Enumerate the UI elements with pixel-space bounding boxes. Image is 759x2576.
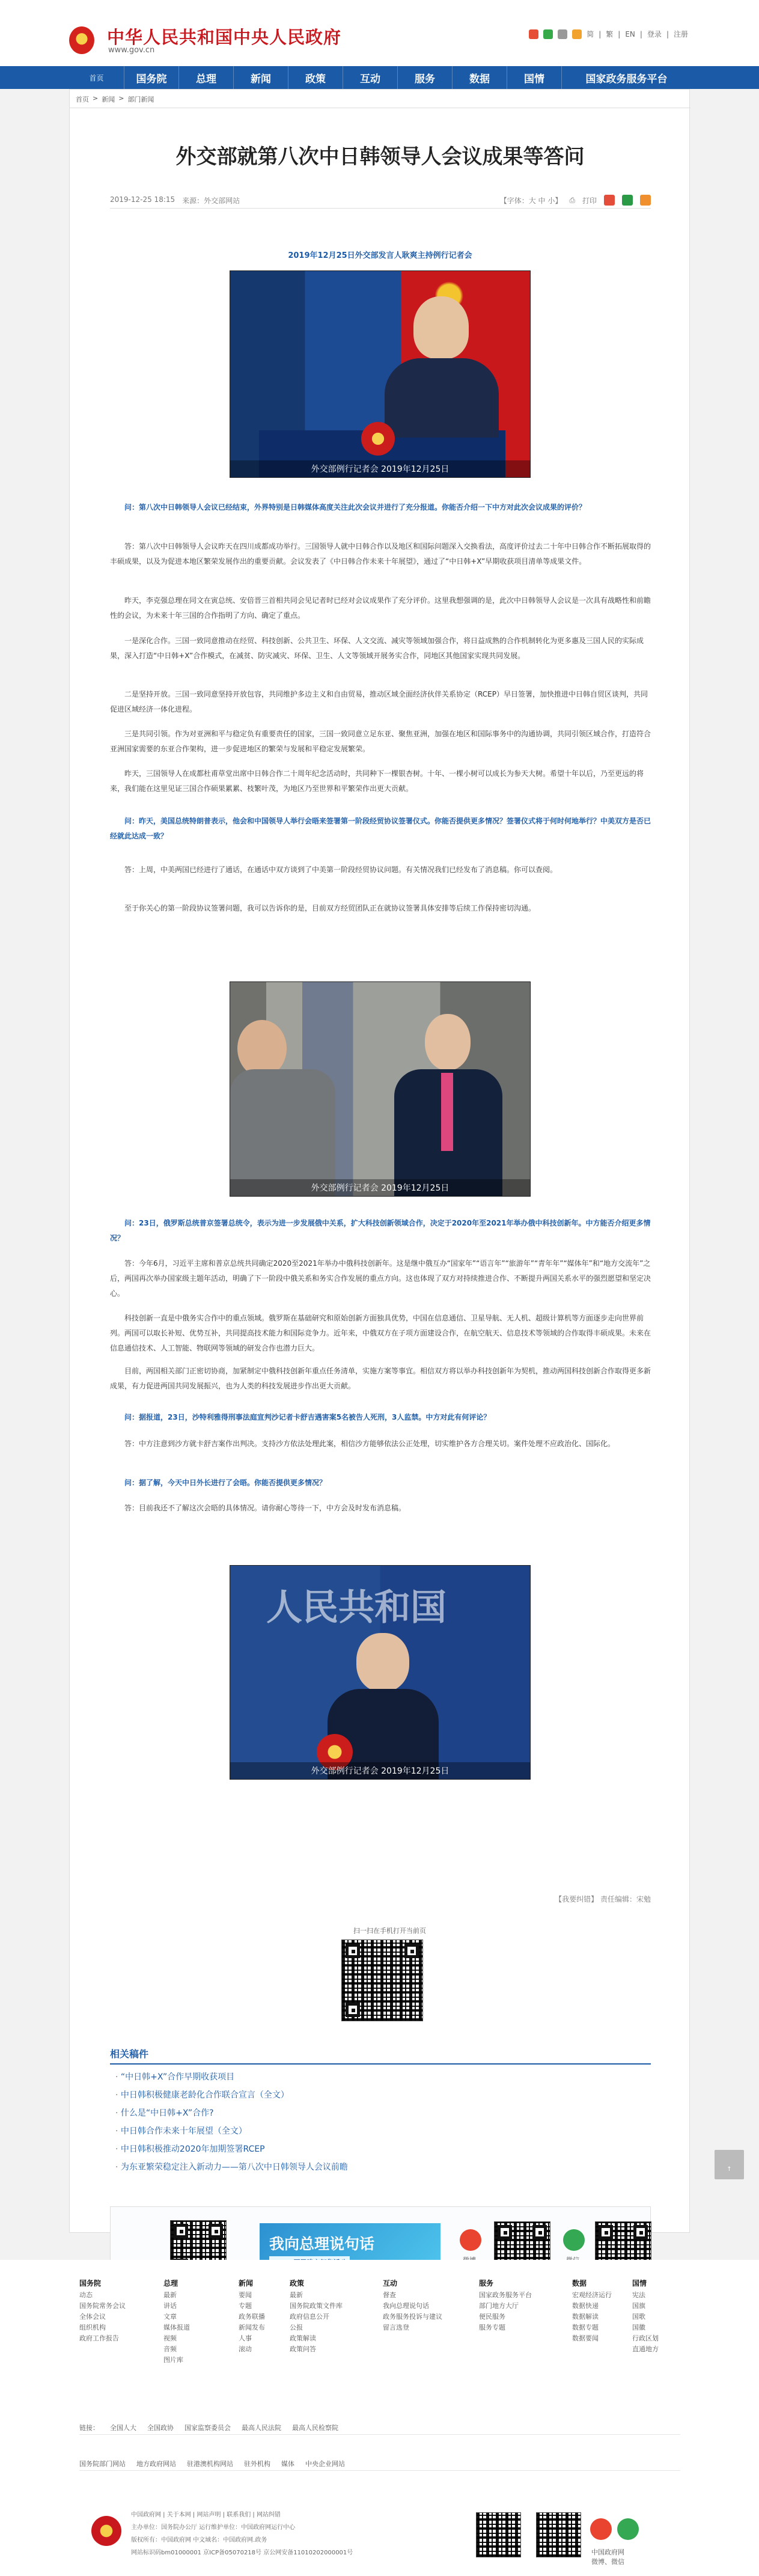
qr-corner-top-left: [346, 1944, 360, 1958]
dept-link[interactable]: 国务院部门网站: [79, 2459, 126, 2468]
answer-1b: 昨天，李克强总理在同文在寅总统、安倍晋三首相共同会见记者时已经对会议成果作了充分评价。这里我想强调的是，此次中日韩领导人会议是一次具有战略性和前瞻性的会议，为未来十年三国的合作指明了方向、确定了重点。: [110, 596, 651, 620]
footer-column: [383, 2277, 455, 2333]
spokesperson-head-2: [425, 1014, 471, 1070]
answer-1a: 答：第八次中日韩领导人会议昨天在四川成都成功举行。三国领导人就中日韩合作以及地区和国际问题深入交换看法，高度评价过去二十年中日韩合作不断拓展取得的丰硕成果，以及为促进本地区繁荣发展作出的重要贡献。会议发表了《中日韩合作未来十年展望》，通过了“中日韩+X”早期收获项目清单等成果文件。: [110, 542, 651, 566]
footer-info: [131, 2509, 353, 2559]
podium-emblem-icon: [361, 422, 395, 456]
footer-link[interactable]: 要闻: [239, 2291, 252, 2299]
related-item[interactable]: · 什么是“中日韩+X”合作?: [115, 2104, 476, 2122]
footer-weibo-icon[interactable]: [590, 2518, 612, 2540]
qr-label: 扫一扫在手机打开当前页: [353, 1927, 426, 1935]
nav-item-interaction[interactable]: 互动: [343, 66, 397, 89]
wechat-icon[interactable]: [543, 29, 553, 39]
footer-qr-code-left[interactable]: [476, 2512, 521, 2557]
bottom-link[interactable]: 关于本网: [166, 2512, 191, 2518]
photo-press-conference-2: [230, 981, 531, 1197]
dept-link[interactable]: 媒体: [281, 2459, 294, 2468]
footer-column: [479, 2277, 551, 2333]
photo-press-conference-3: [230, 1565, 531, 1780]
weibo-icon[interactable]: [460, 2229, 481, 2251]
link-npc[interactable]: 全国人大: [110, 2423, 136, 2432]
footer-link[interactable]: 政策解读: [290, 2334, 316, 2342]
footer-column-title[interactable]: 服务: [479, 2279, 494, 2288]
footer-link[interactable]: 政务服务投诉与建议: [383, 2313, 442, 2321]
footer-link[interactable]: 政务联播: [239, 2313, 265, 2321]
footer-column-title[interactable]: 互动: [383, 2279, 398, 2288]
footer-link[interactable]: 最新: [290, 2291, 303, 2299]
bottom-link[interactable]: 联系我们: [227, 2512, 251, 2518]
breadcrumb: 首页 > 新闻 > 部门新闻: [76, 94, 154, 103]
article-title: 外交部就第八次中日韩领导人会议成果等答问: [175, 145, 585, 169]
share-wechat-icon[interactable]: [622, 195, 633, 206]
footer-link[interactable]: 专题: [239, 2302, 252, 2310]
footer-link[interactable]: 服务专题: [479, 2324, 505, 2331]
print-button[interactable]: 打印: [582, 196, 597, 205]
related-item[interactable]: · 为东亚繁荣稳定注入新动力——第八次中日韩领导人会议前瞻: [115, 2158, 476, 2176]
qr-corner-top-right: [532, 2225, 547, 2239]
nav-item-national-conditions[interactable]: 国情: [507, 66, 561, 89]
footer-link[interactable]: 新闻发布: [239, 2324, 265, 2331]
answer-3b: 科技创新一直是中俄务实合作中的重点领域。俄罗斯在基础研究和原始创新方面独具优势，中国在信息通信、卫星导航、无人机、超级计算机等方面逐步走向世界前列。两国可以取长补短、优势互补，共同提高技术能力和国际竞争力。近年来，中俄双方在子项方面建设合作，在航空航天、信息技术等领域的合作取得丰硕成果。未来在信息通信技术、人工智能、物联网等领域的研发合作也潜力巨大。: [110, 1314, 651, 1352]
footer-column: [632, 2277, 704, 2355]
qr-corner-top-right: [209, 2224, 223, 2238]
related-item[interactable]: · 中日韩积极健康老龄化合作联合宣言（全文）: [115, 2086, 476, 2104]
tool-traditional[interactable]: 繁: [606, 30, 614, 38]
service-icon[interactable]: [572, 29, 582, 39]
share-weibo-icon[interactable]: [604, 195, 615, 206]
footer-link[interactable]: 组织机构: [79, 2324, 106, 2331]
nav-item-platform[interactable]: 国家政务服务平台: [561, 66, 691, 89]
answer-2b: 至于你关心的第一阶段协议签署问题，我可以告诉你的是，目前双方经贸团队正在就协议签署具体安排等后续工作保持密切沟通。: [124, 904, 536, 912]
header-tools: 简 | 繁 | EN | 登录 | 注册: [529, 29, 688, 39]
footer-wechat-icon[interactable]: [617, 2518, 639, 2540]
site-url: www.gov.cn: [108, 46, 155, 55]
mobile-icon[interactable]: [558, 29, 567, 39]
footer-column-title[interactable]: 政策: [290, 2279, 305, 2288]
footer-link[interactable]: 国务院政策文件库: [290, 2302, 343, 2310]
link-supreme-court[interactable]: 最高人民法院: [242, 2423, 281, 2432]
footer-link[interactable]: 便民服务: [479, 2313, 505, 2321]
footer-column-title[interactable]: 总理: [163, 2279, 178, 2288]
footer-column: [290, 2277, 362, 2355]
qr-corner-bottom-left: [346, 2003, 360, 2017]
weibo-icon[interactable]: [529, 29, 538, 39]
question-4: 问：据报道，23日，沙特利雅得刑事法庭宣判沙记者卡舒吉遇害案5名被告人死刑，3人监禁。中方对此有何评论？: [124, 1413, 491, 1421]
nav-item-policy[interactable]: 政策: [288, 66, 343, 89]
footer-link[interactable]: 数据要闻: [572, 2334, 599, 2342]
tool-english[interactable]: EN: [625, 29, 635, 38]
footer-link[interactable]: 宪法: [632, 2291, 645, 2299]
bottom-link[interactable]: 中国政府网: [131, 2512, 161, 2518]
nav-home[interactable]: 首页: [89, 73, 104, 82]
link-cppcc[interactable]: 全国政协: [147, 2423, 174, 2432]
footer-link[interactable]: 政策问答: [290, 2345, 316, 2353]
footer-link[interactable]: 国务院常务会议: [79, 2302, 126, 2310]
related-item[interactable]: · “中日韩+X”合作早期收获项目: [115, 2068, 476, 2086]
answer-1d: 二是坚持开放。三国一致同意坚持开放包容，共同维护多边主义和自由贸易，推动区域全面经济伙伴关系协定（RCEP）早日签署，加快推进中日韩自贸区谈判，共同促进区域经济一体化进程。: [110, 690, 648, 713]
answer-5: 答：目前我还不了解这次会晤的具体情况。请你耐心等待一下，中方会及时发布消息稿。: [124, 1504, 406, 1512]
site-header: [0, 0, 759, 66]
article-subhead: 2019年12月25日外交部发言人耿爽主持例行记者会: [288, 251, 472, 260]
footer-columns: [79, 2277, 680, 2415]
footer-link[interactable]: 全体会议: [79, 2313, 106, 2321]
copyright: 版权所有：中国政府网 中文域名：中国政府网.政务: [131, 2537, 267, 2544]
meta-tools: [500, 195, 651, 206]
answer-3a: 答：今年6月，习近平主席和普京总统共同确定2020至2021年举办中俄科技创新年。这是继中俄互办“国家年”“语言年”“旅游年”“青年年”“媒体年”和“地方交流年”之后，两国再次举办国家级主题年活动，明确了下一阶段中俄关系和务实合作发展的重点方向。这也体现了双方对持续推进合作、不断提升两国关系水平的强烈愿望和坚定决心。: [110, 1259, 651, 1298]
breadcrumb-news[interactable]: 新闻: [102, 96, 115, 103]
national-emblem-icon: [69, 26, 94, 54]
breadcrumb-department-news[interactable]: 部门新闻: [127, 96, 154, 103]
spokesperson-suit: [385, 358, 499, 438]
question-5: 问：据了解，今天中日外长进行了会晤。你能否提供更多情况？: [124, 1479, 327, 1487]
footer-link[interactable]: 国歌: [632, 2313, 645, 2321]
back-to-top-button[interactable]: ↑: [715, 2150, 744, 2179]
department-links: [79, 2456, 680, 2471]
footer-link[interactable]: 国徽: [632, 2324, 645, 2331]
footer-emblem-icon: [91, 2516, 121, 2546]
tool-simplified[interactable]: 简: [587, 30, 594, 38]
journalist-head: [237, 1020, 287, 1077]
footer-link[interactable]: 滚动: [239, 2345, 252, 2353]
footer-link[interactable]: 政府工作报告: [79, 2334, 119, 2342]
footer-link[interactable]: 视频: [163, 2334, 177, 2342]
qr-corner-top-left: [174, 2224, 188, 2238]
wechat-icon[interactable]: [563, 2229, 585, 2251]
footer-link[interactable]: 音频: [163, 2345, 177, 2353]
related-item[interactable]: · 中日韩合作未来十年展望（全文）: [115, 2122, 476, 2140]
footer-column-title[interactable]: 数据: [572, 2279, 587, 2288]
host-info: 主办单位：国务院办公厅 运行维护单位：中国政府网运行中心: [131, 2524, 296, 2531]
footer-link[interactable]: 直通地方: [632, 2345, 659, 2353]
link-procuratorate[interactable]: 最高人民检察院: [292, 2423, 338, 2432]
related-divider: [110, 2063, 651, 2065]
link-bar-label: 链接：: [79, 2423, 99, 2432]
article-page: [69, 89, 690, 2253]
footer-link[interactable]: 我向总理说句话: [383, 2302, 429, 2310]
photo-caption-3: 外交部例行记者会 2019年12月25日: [230, 1762, 530, 1779]
article-footer: 【我要纠错】 责任编辑：宋勉: [555, 1895, 651, 1903]
footer-link[interactable]: 政府信息公开: [290, 2313, 329, 2321]
journalist-shirt: [230, 1069, 335, 1197]
meta-left: [110, 195, 240, 206]
footer-link[interactable]: 督查: [383, 2291, 396, 2299]
nav-item-premier[interactable]: 总理: [178, 66, 233, 89]
answer-1c: 一是深化合作。三国一致同意推动在经贸、科技创新、公共卫生、环保、人文交流、减灾等领域加强合作，将日益成熟的合作机制转化为更多惠及三国人民的实际成果，深入打造“中日韩+X”合作模式，在减贫、防灾减灾、环保、卫生、人文等领域开展务实合作，同地区其他国家实现共同发展。: [110, 636, 644, 660]
question-1: 问：第八次中日韩领导人会议已经结束，外界特别是日韩媒体高度关注此次会议并进行了充分报道。你能否介绍一下中方对此次会议成果的评价？: [124, 503, 587, 511]
nav-item-service[interactable]: 服务: [397, 66, 452, 89]
footer-link[interactable]: 媒体报道: [163, 2324, 190, 2331]
qr-corner-top-left: [498, 2225, 512, 2239]
tool-register[interactable]: 注册: [673, 30, 688, 38]
share-more-icon[interactable]: [640, 195, 651, 206]
qr-corner-top-right: [404, 1944, 419, 1958]
font-size-control[interactable]: 【字体：大 中 小】: [499, 196, 562, 205]
photo-press-conference-1: [230, 270, 531, 478]
footer-link[interactable]: 行政区划: [632, 2334, 659, 2342]
breadcrumb-home[interactable]: 首页: [76, 96, 89, 103]
answer-1f: 昨天，三国领导人在成都杜甫草堂出席中日韩合作二十周年纪念活动时，共同种下一棵银杏树。十年、一棵小树可以成长为参天大树。希望十年以后，乃至更远的将来，我们能在这里见证三国合作硕果累累、枝繁叶茂，为地区乃至世界和平繁荣作出更大贡献。: [110, 769, 644, 793]
photo-caption-1: 外交部例行记者会 2019年12月25日: [230, 460, 530, 477]
footer-link[interactable]: 留言选登: [383, 2324, 409, 2331]
spokesperson-head: [413, 296, 469, 359]
footer-link[interactable]: 数据快递: [572, 2302, 599, 2310]
dept-link[interactable]: 驻港澳机构网站: [187, 2459, 233, 2468]
footer-app-label: 中国政府网 微博、微信: [591, 2548, 624, 2566]
print-icon[interactable]: ⎙: [569, 195, 575, 204]
article-meta: [110, 192, 651, 209]
nav-inner: [69, 66, 691, 89]
qr-corner-top-left: [599, 2225, 613, 2239]
related-title: 相关稿件: [110, 2048, 149, 2060]
dept-link[interactable]: 驻外机构: [244, 2459, 270, 2468]
footer-link[interactable]: 宏观经济运行: [572, 2291, 612, 2299]
bottom-link[interactable]: 网站声明: [197, 2512, 221, 2518]
footer-column: [79, 2277, 151, 2344]
site-footer: [0, 2260, 759, 2576]
footer-link[interactable]: 图片库: [163, 2356, 183, 2364]
footer-link[interactable]: 数据解读: [572, 2313, 599, 2321]
publish-date: 2019-12-25 18:15: [110, 195, 175, 204]
answer-3c: 目前，两国相关部门正密切协商，加紧制定中俄科技创新年重点任务清单，实施方案等事宜。相信双方将以举办科技创新年为契机，推动两国科技创新合作取得更多新成果，有力促进两国共同发展振兴，也为人类的科技发展进步作出更大贡献。: [110, 1367, 651, 1390]
footer-link[interactable]: 部门地方大厅: [479, 2302, 519, 2310]
footer-column: [163, 2277, 236, 2366]
spokesperson-head-3: [356, 1633, 409, 1692]
footer-link[interactable]: 公报: [290, 2324, 303, 2331]
dept-link[interactable]: 中央企业网站: [305, 2459, 345, 2468]
related-item[interactable]: · 中日韩积极推动2020年加期签署RCEP: [115, 2140, 476, 2158]
footer-bottom: [79, 2505, 680, 2574]
site-title: 中华人民共和国中央人民政府: [107, 27, 342, 47]
promo-main-text: 我向总理说句话: [269, 2235, 375, 2253]
footer-column-title[interactable]: 国情: [632, 2279, 647, 2288]
question-3: 问：23日，俄罗斯总统普京签署总统令，表示为进一步发展俄中关系，扩大科技创新领域合作，决定于2020年至2021年举办俄中科技创新年。中方能否介绍更多情况？: [110, 1219, 651, 1242]
footer-link[interactable]: 讲话: [163, 2302, 177, 2310]
backdrop-text: 人民共和国: [266, 1587, 447, 1629]
related-list: [115, 2068, 476, 2176]
tie: [441, 1073, 453, 1151]
photo-caption-2: 外交部例行记者会 2019年12月25日: [230, 1179, 530, 1196]
answer-4: 答：中方注意到沙方就卡舒吉案作出判决。支持沙方依法处理此案，相信沙方能够依法公正处理，切实维护各方合理关切。案件处理不应政治化、国际化。: [124, 1439, 615, 1448]
main-navigation: [0, 66, 759, 89]
question-2: 问：昨天，美国总统特朗普表示，他会和中国领导人举行会晤来签署第一阶段经贸协议签署仪式。你能否提供更多情况？签署仪式将于何时何地举行？中美双方是否已经就此达成一致？: [110, 817, 651, 840]
article-qr-code: [341, 1940, 423, 2021]
link-bar: [79, 2420, 680, 2435]
nav-item-news[interactable]: 新闻: [233, 66, 288, 89]
bottom-link[interactable]: 网站纠错: [256, 2512, 281, 2518]
footer-link[interactable]: 最新: [163, 2291, 177, 2299]
footer-link[interactable]: 文章: [163, 2313, 177, 2321]
footer-column-title[interactable]: 新闻: [239, 2279, 254, 2288]
nav-item-state-council[interactable]: 国务院: [124, 66, 178, 89]
nav-item-data[interactable]: 数据: [452, 66, 507, 89]
footer-column-title[interactable]: 国务院: [79, 2279, 102, 2288]
footer-link[interactable]: 数据专题: [572, 2324, 599, 2331]
link-supervision[interactable]: 国家监察委员会: [184, 2423, 231, 2432]
footer-link[interactable]: 国家政务服务平台: [479, 2291, 532, 2299]
source: 来源：外交部网站: [182, 197, 240, 205]
tool-login[interactable]: 登录: [647, 30, 662, 38]
dept-link[interactable]: 地方政府网站: [136, 2459, 176, 2468]
record-info: 网站标识码bm01000001 京ICP备05070218号 京公网安备11010202000001号: [131, 2550, 353, 2556]
bottom-links: 中国政府网 | 关于本网 | 网站声明 | 联系我们 | 网站纠错: [131, 2512, 281, 2518]
answer-1e: 三是共同引领。作为对亚洲和平与稳定负有重要责任的国家，三国一致同意立足东亚、聚焦亚洲，加强在地区和国际事务中的沟通协调，共同引领区域合作，打造符合亚洲国家需要的东亚合作架构，进一步促进地区的繁荣与发展和平稳定发展繁荣。: [110, 730, 651, 753]
footer-link[interactable]: 国旗: [632, 2302, 645, 2310]
answer-2a: 答：上周，中美两国已经进行了通话，在通话中双方谈到了中美第一阶段经贸协议问题。有关情况我们已经发布了消息稿。你可以查阅。: [124, 865, 558, 874]
footer-link[interactable]: 动态: [79, 2291, 93, 2299]
qr-corner-top-right: [633, 2225, 648, 2239]
footer-link[interactable]: 人事: [239, 2334, 252, 2342]
footer-qr-code-right[interactable]: [536, 2512, 581, 2557]
